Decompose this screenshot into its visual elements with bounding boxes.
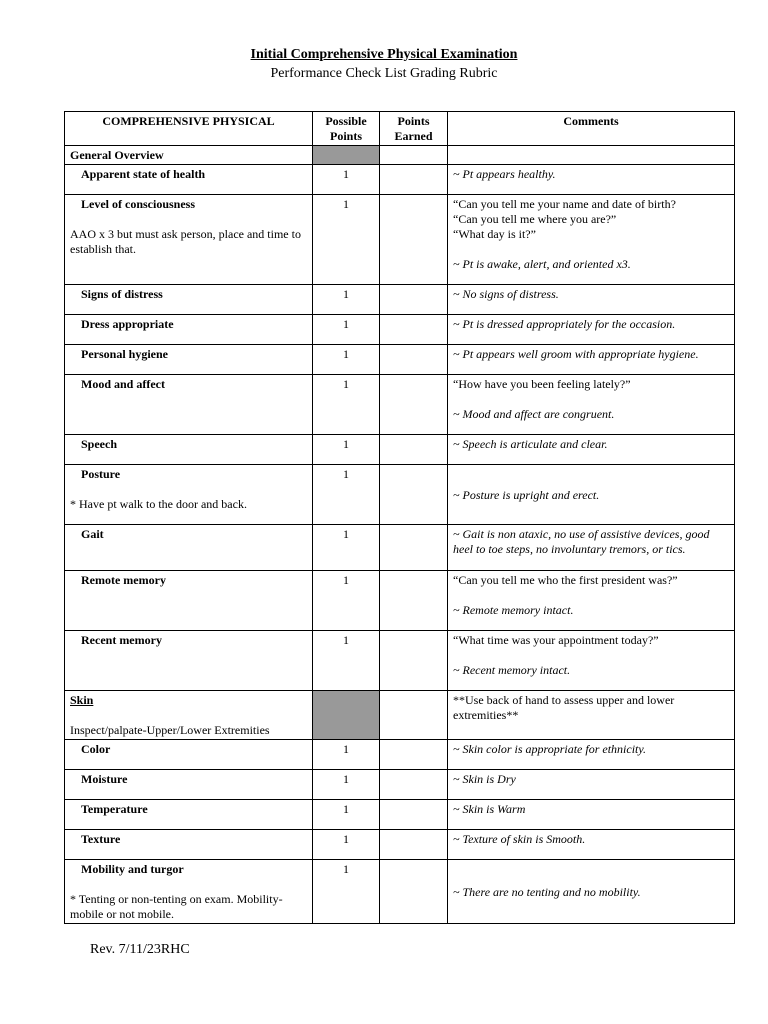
possible-points: 1 — [313, 740, 380, 770]
earned-cell[interactable] — [380, 465, 448, 525]
comment-text: ~ Recent memory intact. — [453, 663, 571, 677]
table-row — [65, 770, 735, 800]
possible-points: 1 — [313, 525, 380, 571]
table-row — [65, 631, 735, 691]
item-label: Mood and affect — [65, 375, 313, 435]
section-row-general-overview — [65, 146, 735, 165]
possible-points: 1 — [313, 860, 380, 924]
section-title: Skin — [70, 693, 94, 707]
item-label: Personal hygiene — [65, 345, 313, 375]
possible-label-1: Possible — [325, 114, 367, 128]
comment-text: ~ There are no tenting and no mobility. — [453, 884, 641, 899]
table-row — [65, 195, 735, 285]
comment-text: ~ No signs of distress. — [453, 287, 559, 301]
possible-points: 1 — [313, 285, 380, 315]
shaded-cell — [313, 691, 380, 740]
column-header-possible-points — [313, 112, 380, 146]
comment-cell — [448, 631, 735, 691]
earned-cell[interactable] — [380, 571, 448, 631]
revision-footer: Rev. 7/11/23RHC — [90, 942, 190, 957]
earned-cell[interactable] — [380, 315, 448, 345]
earned-cell[interactable] — [380, 525, 448, 571]
possible-points: 1 — [313, 770, 380, 800]
possible-points: 1 — [313, 375, 380, 435]
possible-label-2: Points — [329, 129, 362, 143]
possible-points: 1 — [313, 571, 380, 631]
table-row — [65, 860, 735, 924]
possible-points: 1 — [313, 800, 380, 830]
table-row — [65, 740, 735, 770]
comment-text: ~ Posture is upright and erect. — [453, 487, 600, 502]
comment-cell — [448, 195, 735, 285]
item-label: Color — [65, 740, 313, 770]
item-label: Remote memory — [65, 571, 313, 631]
earned-cell[interactable] — [380, 631, 448, 691]
skin-cell — [65, 691, 313, 740]
earned-cell[interactable] — [380, 800, 448, 830]
earned-label-2: Earned — [394, 129, 433, 143]
comment-text: ~ Mood and affect are congruent. — [453, 407, 615, 421]
column-header-comments: Comments — [448, 112, 735, 146]
question-text: “How have you been feeling lately?” — [453, 377, 631, 391]
item-note: * Tenting or non-tenting on exam. Mobility-mobile or not mobile. — [70, 892, 283, 921]
comment-cell — [448, 375, 735, 435]
comment-cell — [448, 285, 735, 315]
comment-cell — [448, 165, 735, 195]
table-row — [65, 315, 735, 345]
table-row — [65, 800, 735, 830]
table-row — [65, 571, 735, 631]
item-label: Texture — [65, 830, 313, 860]
table-row — [65, 435, 735, 465]
earned-cell[interactable] — [380, 195, 448, 285]
comment-text: ~ Speech is articulate and clear. — [453, 437, 608, 451]
question-text: “What day is it?” — [453, 227, 536, 241]
earned-cell[interactable] — [380, 345, 448, 375]
rubric-table — [64, 111, 735, 924]
earned-label-1: Points — [397, 114, 430, 128]
possible-points: 1 — [313, 830, 380, 860]
comment-cell — [448, 860, 735, 924]
question-text: “Can you tell me who the first president was?” — [453, 573, 678, 587]
question-text: “Can you tell me your name and date of birth? — [453, 197, 676, 211]
item-label: Gait — [65, 525, 313, 571]
item-cell — [65, 465, 313, 525]
comment-text: ~ Pt appears well groom with appropriate hygiene. — [453, 347, 699, 361]
item-note: AAO x 3 but must ask person, place and time to establish that. — [70, 227, 301, 256]
item-label: Signs of distress — [65, 285, 313, 315]
comment-cell — [448, 830, 735, 860]
comment-cell — [448, 345, 735, 375]
item-note: * Have pt walk to the door and back. — [70, 497, 247, 511]
item-cell — [65, 195, 313, 285]
comment-cell — [448, 571, 735, 631]
comment-text: ~ Remote memory intact. — [453, 603, 574, 617]
item-label: Mobility and turgor — [81, 862, 184, 876]
section-note: Inspect/palpate-Upper/Lower Extremities — [70, 723, 270, 737]
document-title: Initial Comprehensive Physical Examination — [250, 47, 518, 62]
item-label: Posture — [81, 467, 121, 481]
table-header-row — [65, 112, 735, 146]
table-row — [65, 285, 735, 315]
item-label: Moisture — [65, 770, 313, 800]
possible-points: 1 — [313, 315, 380, 345]
table-row — [65, 375, 735, 435]
earned-cell[interactable] — [380, 146, 448, 165]
earned-cell[interactable] — [380, 165, 448, 195]
comment-cell — [448, 740, 735, 770]
comment-cell: **Use back of hand to assess upper and lower extremities** — [448, 691, 735, 740]
column-header-points-earned — [380, 112, 448, 146]
comment-cell — [448, 146, 735, 165]
table-row — [65, 345, 735, 375]
comment-text: ~ Gait is non ataxic, no use of assistive devices, good heel to toe steps, no involuntary tremors, or tics. — [453, 527, 710, 556]
earned-cell[interactable] — [380, 860, 448, 924]
item-label: Recent memory — [65, 631, 313, 691]
possible-points: 1 — [313, 465, 380, 525]
comment-cell — [448, 435, 735, 465]
comment-text: ~ Pt is dressed appropriately for the occasion. — [453, 317, 676, 331]
earned-cell[interactable] — [380, 285, 448, 315]
document-subtitle: Performance Check List Grading Rubric — [270, 66, 498, 81]
possible-points: 1 — [313, 631, 380, 691]
comment-cell — [448, 525, 735, 571]
comment-cell — [448, 800, 735, 830]
item-label: Speech — [65, 435, 313, 465]
comment-text: ~ Skin is Warm — [453, 802, 526, 816]
possible-points: 1 — [313, 165, 380, 195]
table-row — [65, 830, 735, 860]
item-label: Dress appropriate — [65, 315, 313, 345]
item-label: Temperature — [65, 800, 313, 830]
earned-cell[interactable] — [380, 691, 448, 740]
question-text: “Can you tell me where you are?” — [453, 212, 617, 226]
question-text: “What time was your appointment today?” — [453, 633, 659, 647]
comment-cell — [448, 465, 735, 525]
column-header-physical: COMPREHENSIVE PHYSICAL — [65, 112, 313, 146]
comment-text: ~ Skin is Dry — [453, 772, 516, 786]
table-row — [65, 465, 735, 525]
item-label: Level of consciousness — [81, 197, 195, 211]
earned-cell[interactable] — [380, 740, 448, 770]
earned-cell[interactable] — [380, 375, 448, 435]
section-row-skin — [65, 691, 735, 740]
earned-cell[interactable] — [380, 770, 448, 800]
earned-cell[interactable] — [380, 830, 448, 860]
item-cell — [65, 860, 313, 924]
shaded-cell — [313, 146, 380, 165]
comment-text: ~ Texture of skin is Smooth. — [453, 832, 586, 846]
item-label: Apparent state of health — [65, 165, 313, 195]
possible-points: 1 — [313, 345, 380, 375]
comment-text: ~ Pt appears healthy. — [453, 167, 556, 181]
comment-text: ~ Skin color is appropriate for ethnicity. — [453, 742, 647, 756]
possible-points: 1 — [313, 435, 380, 465]
earned-cell[interactable] — [380, 435, 448, 465]
section-title: General Overview — [65, 146, 313, 165]
comment-cell — [448, 315, 735, 345]
comment-text: ~ Pt is awake, alert, and oriented x3. — [453, 257, 631, 271]
table-row — [65, 165, 735, 195]
possible-points: 1 — [313, 195, 380, 285]
table-row — [65, 525, 735, 571]
comment-cell — [448, 770, 735, 800]
